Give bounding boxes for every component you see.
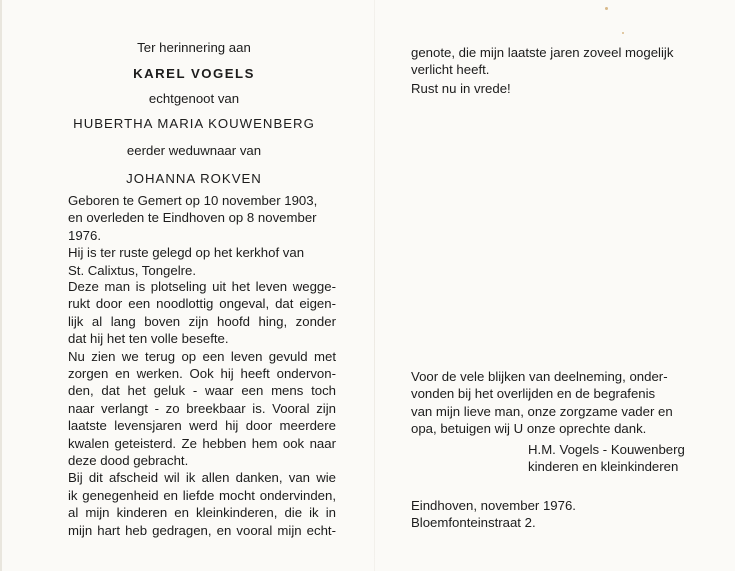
- text-line: kwalen geteisterd. Ze hebben hem ook naar: [68, 435, 336, 451]
- text-line: deze dood gebracht.: [68, 453, 189, 469]
- remembrance-text: [68, 278, 336, 539]
- birth-death-block: [68, 192, 336, 279]
- text-line: rukt door een noodlottig ongeval, dat eigen-: [68, 296, 336, 312]
- text-line: Nu zien we terug op een leven gevuld met: [68, 348, 336, 364]
- signature-block: [528, 441, 718, 476]
- text-line: 1976.: [68, 227, 102, 243]
- spouse-name: HUBERTHA MARIA KOUWENBERG: [73, 116, 315, 131]
- text-line: verlicht heeft.: [411, 62, 490, 78]
- paper-speck: [622, 32, 624, 34]
- text-line: Deze man is plotseling uit het leven wegge-: [68, 279, 336, 294]
- text-line: genote, die mijn laatste jaren zoveel mogelijk: [411, 45, 674, 60]
- text-line: ik genegenheid en liefde mocht ondervinden,: [68, 487, 336, 503]
- text-line: mijn hart heb gedragen, en vooral mijn echt-: [68, 522, 336, 538]
- text-line: naar verlangt - zo breekbaar is. Vooral zijn: [68, 400, 336, 416]
- text-line: en overleden te Eindhoven op 8 november: [68, 210, 317, 226]
- text-line: dat hij het ten volle besefte.: [68, 331, 229, 347]
- text-line: al mijn kinderen en kleinkinderen, die ik in: [68, 505, 336, 521]
- signature-line: kinderen en kleinkinderen: [528, 459, 679, 475]
- paper-speck: [605, 7, 608, 10]
- text-line: lijk al lang boven zijn hoofd hing, zonder: [68, 313, 336, 329]
- text-line: Bij dit afscheid wil ik allen danken, van wie: [68, 470, 336, 486]
- text-line: den, dat het geluk - waar een mens toch: [68, 383, 336, 399]
- text-line: St. Calixtus, Tongelre.: [68, 262, 197, 278]
- text-line: Hij is ter ruste gelegd op het kerkhof van: [68, 245, 305, 261]
- rest-in-peace: Rust nu in vrede!: [411, 81, 511, 96]
- thanks-text: [411, 368, 696, 438]
- address: Bloemfonteinstraat 2.: [411, 515, 536, 531]
- text-line: zorgen en werken. Ook hij heeft ondervon-: [68, 366, 336, 382]
- signature-line: H.M. Vogels - Kouwenberg: [528, 442, 685, 457]
- text-line: vonden bij het overlijden en de begrafenis: [411, 386, 656, 402]
- text-line: opa, betuigen wij U onze oprechte dank.: [411, 421, 647, 437]
- place-date: Eindhoven, november 1976.: [411, 498, 576, 513]
- heading: Ter herinnering aan: [137, 40, 251, 55]
- continuation-text: [411, 44, 696, 79]
- previous-spouse: JOHANNA ROKVEN: [126, 171, 262, 186]
- text-line: laatste levensjaren werd hij door meerdere: [68, 418, 336, 434]
- text-line: Voor de vele blijken van deelneming, onder-: [411, 369, 668, 384]
- previous-intro: eerder weduwnaar van: [126, 143, 262, 158]
- place-date-block: [411, 497, 696, 532]
- deceased-name: KAREL VOGELS: [133, 66, 255, 81]
- spouse-intro: echtgenoot van: [148, 91, 240, 106]
- card-fold: [374, 0, 375, 571]
- text-line: Geboren te Gemert op 10 november 1903,: [68, 193, 318, 208]
- text-line: van mijn lieve man, onze zorgzame vader en: [411, 403, 673, 419]
